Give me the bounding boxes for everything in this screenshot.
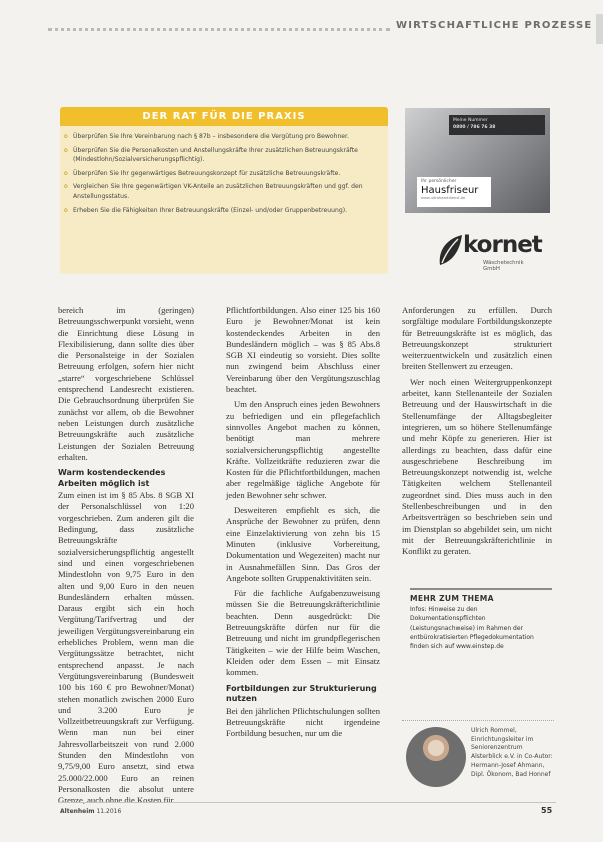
header-dotted-rule [48,28,390,31]
subheading: Fortbildungen zur Strukturierung nutzen [226,683,377,703]
paragraph: Wer noch einen Weitergruppenkonzept arbeitet, kann Stellenanteile der Sozialen Betreuung und der Hauswirtschaft in die Stellenumfänge der Alltagsbegleiter integrieren, um so höhere Stellenumfänge und mehr Köpfe zu generieren. Hier ist allerdings zu beachten, dass dafür eine ausgeschriebene Beschreibung im Betreuungskonzept notwendig ist, welche Tätigkeiten welchem Stellenanteil zugeordnet sind. Dies muss auch in den Stellenbeschreibungen und in den Arbeitsverträgen so beschrieben sein und im Dienstplan so abgebildet sein, um nicht mit der Betreuungskräfterichtlinie in Konflikt zu geraten. [402,376,552,557]
page-edge-tab [596,14,603,44]
paragraph: bereich im (geringen) Betreuungsschwerpunkt vorsieht, wenn die Einrichtung diese Lösung in Flexibilisierung, dann sollte dies über die Personalsteige in der Sozialen Betreuung erfolgen, sofern hier nicht „starre“ vorgeschriebene Schlüssel entsprechend Landesrecht existieren. Die Gebrauchsordnung überprüfen Sie zunächst vor allem, ob die Bewohner neben Leistungen durch zusätzliche Betreuungskräfte auch zusätzliche Leistungen der Sozialen Betreuung erhalten. [58,305,194,462]
kornet-advertisement[interactable] [427,230,542,280]
paragraph: Für die fachliche Aufgabenzuweisung müssen Sie die Betreuungskräfterichtlinie beachten. Denn ausgedrückt: Die Betreuungskräfte dürfen nur für die Betreuung und nicht im grundpflegerischen Tätigkeiten – wie der Hilfe beim Waschen, Kleiden oder dem Essen – mit Einsatz kommen. [226,588,380,678]
article-column-2 [226,305,380,743]
more-on-topic-text[interactable]: Infos: Hinweise zu den Dokumentationspflichten (Leistungsnachweise) im Rahmen der entbürokratisierten Pflegedokumentation finden sich auf www.einstep.de [410,606,534,651]
more-on-topic-box [410,588,552,651]
article-column-3 [402,305,552,562]
tip-item: o Vergleichen Sie Ihre gegenwärtigen VK-Anteile an zusätzlichen Betreuungskräften und ggf. den Anstellungsstatus. [64,183,363,200]
practice-tips-list [60,126,388,215]
section-title: WIRTSCHAFTLICHE PROZESSE [396,20,593,31]
practice-tips-title: DER RAT FÜR DIE PRAXIS [60,107,388,126]
more-on-topic-title: MEHR ZUM THEMA [410,594,494,603]
bullet-icon: o [64,133,68,140]
bullet-icon: o [64,183,68,191]
author-bio: Ulrich Rommel, Einrichtungsleiter im Seniorenzentrum Alsterblick e.V. in Co-Autor: Hermann-Josef Ahmann, Dipl. Ökonom, Bad Honnef [471,727,553,778]
tip-item: o Überprüfen Sie die Personalkosten und Anstellungskräfte Ihrer zusätzlichen Betreuungskräfte (Mindestlohn/Sozialversicherungspflichtig). [64,146,358,164]
tip-item: o Erheben Sie die Fähigkeiten Ihrer Betreuungskräfte (Einzel- und/oder Gruppenbetreuung). [64,206,348,214]
kornet-tagline: Wäschetechnik GmbH [483,260,524,272]
practice-tips-box [60,107,388,274]
footer-rule [58,802,556,803]
hairdresser-advertisement[interactable] [405,108,550,213]
paragraph: Bei den jährlichen Pflichtschulungen sollten Betreuungskräfte nicht irgendeine Fortbildung besuchen, nur um die [226,705,380,739]
article-column-1 [58,305,194,810]
paragraph: Anforderungen zu erfüllen. Durch sorgfältige modulare Fortbildungskonzepte für Betreuungskräfte ist es möglich, das Betreuungskonzept strukturiert weiterzuentwickeln und zusätzlich einen breiten Stellenwert zu erzeugen. [402,305,552,372]
footer-magazine: Altenheim 11.2016 [60,808,122,815]
subheading: Warm kostendeckendes Arbeiten möglich ist [58,468,166,488]
paragraph: Zum einen ist im § 85 Abs. 8 SGB XI der Personalschlüssel von 1:20 vorgeschrieben. Zum anderen gilt die Bedingung, dass zusätzliche Betreuungskräfte sozialversicherungspflichtig angestellt sind und einen vorgeschriebenen Mindestlohn von 9,75 Euro in den alten und 9,00 Euro in den neuen Bundesländern erhalten müssen. Daraus ergibt sich ein hoch Vergütung/Tarifvertrag und der jeweiligen Vergütungsvereinbarung ein erhebliches Problem, wenn man die Vergütungssätze betrachtet, nicht entsprechend anpasst. Je nach Vergütungsvereinbarung (Bundesweit 100 bis 160 € pro Bewohner/Monat) stehen monatlich zwischen 2000 Euro und 3.200 Euro je Vollzeitbetreuungskraft zur Verfügung. Wenn man nun bei einer Jahresvollarbeitszeit von rund 2.000 Stunden den Mindestlohn von 9,75/9,00 Euro ansetzt, sind etwa 25.000/22.000 Euro an reinen Personalkosten die absolut untere Grenze, auch ohne die Kosten für [58,490,194,806]
author-box [402,720,554,787]
paragraph: Desweiteren empfiehlt es sich, die Ansprüche der Bewohner zu prüfen, denn eine Einzelaktivierung von zehn bis 15 Minuten (inklusive Vorbereitung, Dokumentation und Wegezeiten) macht nur in Ausnahmefällen Sinn. Das Gros der Angebote sollten Gruppenaktivitäten sein. [226,505,380,583]
kornet-logo-text: kornet [463,232,542,258]
bullet-icon: o [64,146,68,154]
tip-item: o Überprüfen Sie Ihr gegenwärtiges Betreuungskonzept für zusätzliche Betreuungskräfte. [64,169,341,177]
paragraph: Um den Anspruch eines jeden Bewohners zu befriedigen und ein pflegefachlich sinnvolles Angebot machen zu können, benötigt man mehrere sozialversicherungspflichtig angestellte Kräfte. Vollzeitkräfte reduzieren zwar die Kosten für die Pflichtfortbildungen, machen aber regelmäßige tägliche Angebote für jeden Bewohner sehr schwer. [226,399,380,500]
ad-hair-label: Ihr persönlicher Hausfriseur www.ultrahaartdienst.de [417,177,491,207]
page-number: 55 [541,806,553,815]
paragraph: Pflichtfortbildungen. Also einer 125 bis 160 Euro je Bewohner/Monat ist kein kostendeckendes Arbeiten in den Bundesländern möglich – was § 85 Abs.8 SGB XI eindeutig so vorsieht. Dies sollte nun zwingend beim Abschluss einer Vereinbarung über den Vergütungszuschlag beachtet. [226,305,380,395]
kornet-leaf-icon [436,233,464,269]
bullet-icon: o [64,169,68,177]
tip-item: o Überprüfen Sie Ihre Vereinbarung nach § 87b – insbesondere die Vergütung pro Bewohner. [64,133,349,140]
author-photo [406,727,466,787]
bullet-icon: o [64,206,68,214]
ad-phone-banner: Meine Nummer 0800 / 786 76 38 [449,115,545,135]
